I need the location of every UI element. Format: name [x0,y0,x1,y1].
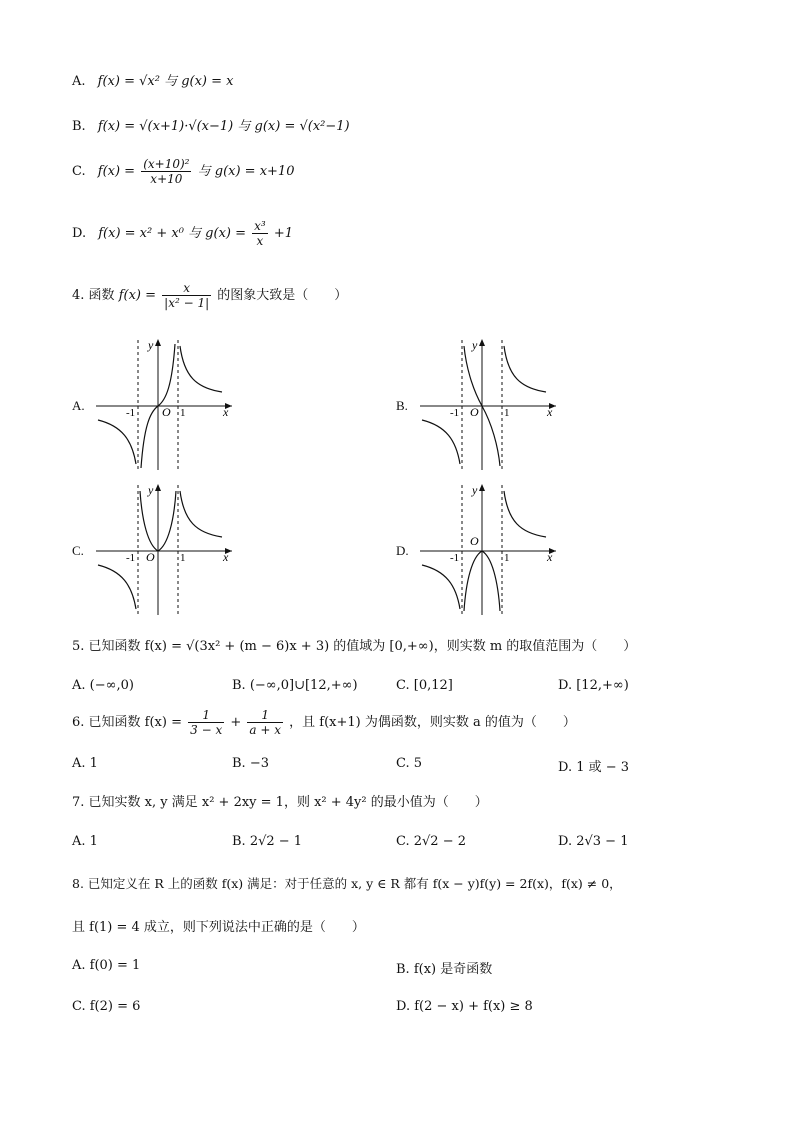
q4-label-a: A. [72,398,85,413]
q3-c-fraction [141,157,191,186]
q6-suffix: ，且 f(x+1) 为偶函数，则实数 a 的值为（ ） [289,715,576,730]
graph-b [416,336,566,470]
graph-a [92,336,242,470]
graph-a-tick-neg: -1 [126,407,136,419]
q4-fraction [162,281,211,310]
graph-c-tick-neg: -1 [126,552,136,564]
q8-stem-line-2: 且 f(1) = 4 成立，则下列说法中正确的是（ ） [72,920,365,935]
q6-frac1-num: 1 [188,708,224,723]
graph-d-x-label: x [547,550,553,564]
q4-label-d: D. [396,543,409,558]
graph-c-origin: O [146,550,155,564]
q3-b-text: f(x) = √(x+1)·√(x−1) 与 g(x) = √(x²−1) [97,119,350,134]
q5-option-c: C. [0,12] [396,678,453,693]
graph-d-tick-neg: -1 [450,552,460,564]
q8-option-c: C. f(2) = 6 [72,999,141,1014]
q7-option-d: D. 2√3 − 1 [558,834,629,849]
graph-d-tick-pos: 1 [504,552,510,564]
q5-stem: 5. 已知函数 f(x) = √(3x² + (m − 6)x + 3) 的值域为 [0,+∞)，则实数 m 的取值范围为（ ） [72,639,637,654]
q3-d-fraction [252,219,268,248]
q3-a-label: A. [72,74,86,89]
q7-stem: 7. 已知实数 x, y 满足 x² + 2xy = 1，则 x² + 4y² 的最小值为（ ） [72,795,488,810]
graph-d [416,481,566,615]
q3-d-den: x [256,234,264,248]
graph-d-origin: O [470,534,479,548]
q6-fraction-1 [188,708,224,737]
q3-option-d [72,219,293,248]
q6-stem: 6. 已知函数 f(x) = $\frac{1}{3 - x}$ + $\frac{1}{a + x}$ ，且 f(x+1) 为偶函数，则实数 a 的值为（ ） [72,708,576,737]
q4-stem [72,281,347,310]
q3-d-label: D. [72,226,87,241]
graph-d-y-label: y [472,483,478,497]
graph-b-y-label: y [472,338,478,352]
graph-b-origin: O [470,405,479,419]
q4-number: 4. [72,288,85,303]
q3-a-text: f(x) = √x² 与 g(x) = x [97,74,234,89]
q6-option-c: C. 5 [396,756,423,771]
q3-option-a [72,70,234,89]
graph-c [92,481,242,615]
q6-option-b: B. −3 [232,756,269,771]
q6-frac1-den: 3 − x [190,723,223,737]
q6-option-a: A. 1 [72,756,98,771]
q3-c-den: x+10 [150,172,183,186]
graph-a-tick-pos: 1 [180,407,186,419]
graph-c-x-label: x [223,550,229,564]
q8-stem-line-1: 8. 已知定义在 R 上的函数 f(x) 满足：对于任意的 x, y ∈ R 都有 f(x − y)f(y) = 2f(x)，f(x) ≠ 0， [72,876,622,891]
graph-b-tick-neg: -1 [450,407,460,419]
q4-num: x [162,281,211,296]
q5-option-d: D. [12,+∞) [558,678,629,693]
q8-option-b: B. f(x) 是奇函数 [396,962,493,977]
q3-d-num: x³ [254,219,266,233]
graph-b-tick-pos: 1 [504,407,510,419]
q7-option-c: C. 2√2 − 2 [396,834,467,849]
graph-a-y-label: y [148,338,154,352]
q6-frac2-num: 1 [247,708,283,723]
q5-option-b: B. (−∞,0]∪[12,+∞) [232,678,358,693]
q3-c-label: C. [72,164,86,179]
q6-option-d: D. 1 或 − 3 [558,760,630,775]
q4-func: f(x) = [118,288,157,303]
graph-a-origin: O [162,405,171,419]
q4-label-b: B. [396,398,408,413]
q7-option-b: B. 2√2 − 1 [232,834,303,849]
q4-label-c: C. [72,543,84,558]
q3-b-label: B. [72,119,86,134]
q3-c-suffix: 与 g(x) = x+10 [197,164,295,179]
q6-frac2-den: a + x [249,723,282,737]
q4-stem-prefix: 函数 [88,288,115,303]
graph-a-x-label: x [223,405,229,419]
q5-option-a: A. (−∞,0) [72,678,134,693]
q8-option-a: A. f(0) = 1 [72,958,141,973]
q4-den: |x² − 1| [164,296,210,310]
q6-prefix: 6. 已知函数 f(x) = [72,715,182,730]
q3-option-c [72,157,294,186]
graph-c-tick-pos: 1 [180,552,186,564]
q7-option-a: A. 1 [72,834,98,849]
q8-option-d: D. f(2 − x) + f(x) ≥ 8 [396,999,533,1014]
q3-c-prefix: f(x) = [97,164,136,179]
q3-option-b [72,115,350,134]
q3-d-suffix: +1 [273,226,294,241]
q3-c-num: (x+10)² [143,157,190,171]
graph-c-y-label: y [148,483,154,497]
q6-fraction-2 [247,708,283,737]
q3-d-prefix: f(x) = x² + x⁰ 与 g(x) = [98,226,247,241]
q4-stem-suffix: 的图象大致是（ ） [217,288,348,303]
graph-b-x-label: x [547,405,553,419]
